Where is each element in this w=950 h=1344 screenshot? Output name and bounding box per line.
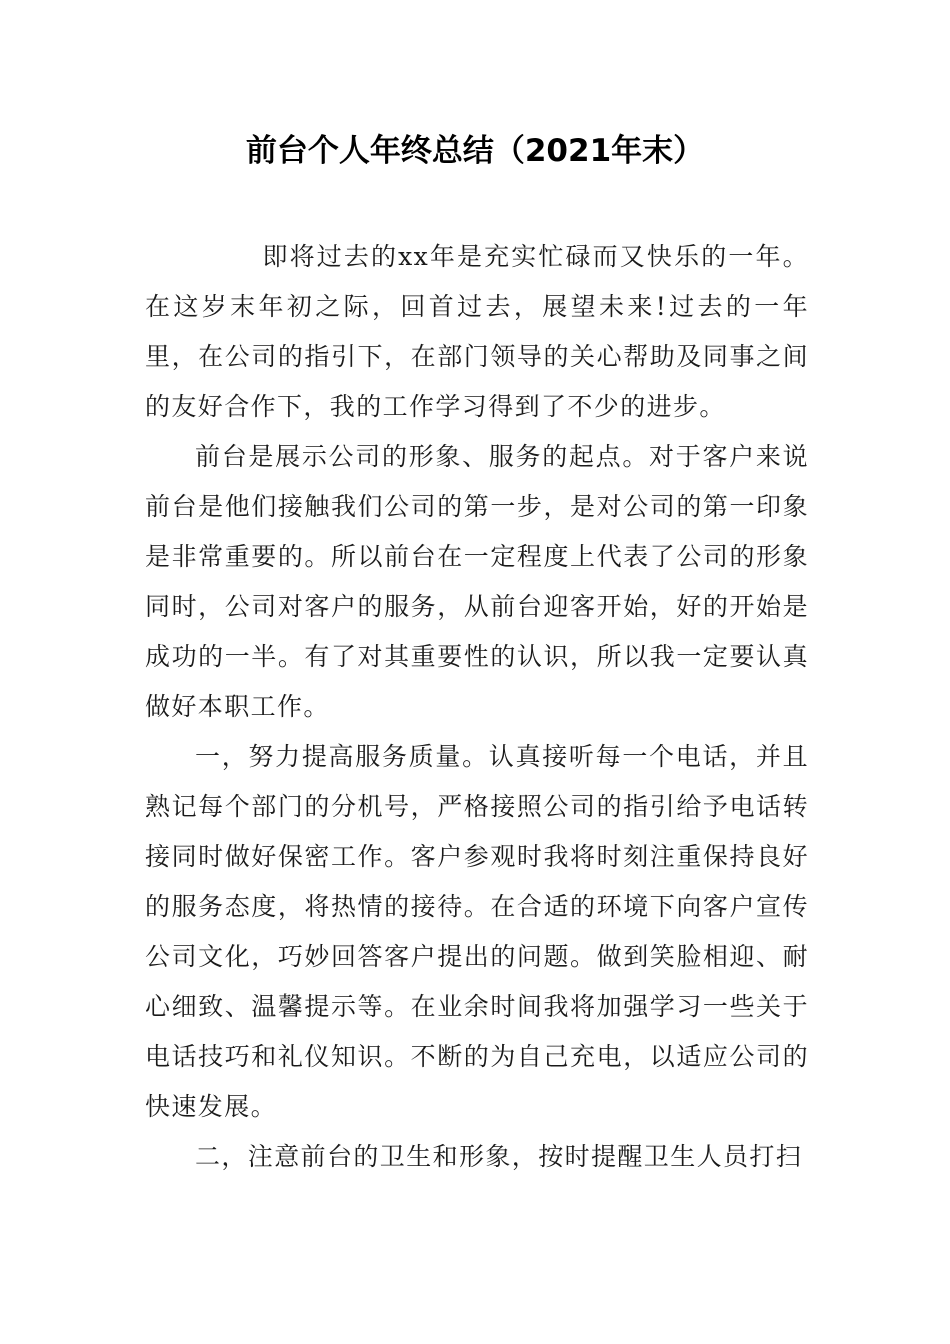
paragraph-service-quality: 一，努力提高服务质量。认真接听每一个电话，并且熟记每个部门的分机号，严格接照公司的指引给予电话转接同时做好保密工作。客户参观时我将时刻注重保持良好的服务态度，将热情的接待。在合适的环境下向客户宣传公司文化，巧妙回答客户提出的问题。做到笑脸相迎、耐心细致、温馨提示等。在业余时间我将加强学习一些关于电话技巧和礼仪知识。不断的为自己充电，以适应公司的快速发展。 (145, 742, 809, 1121)
paragraph-hygiene-image: 二，注意前台的卫生和形象，按时提醒卫生人员打扫 (195, 1142, 803, 1171)
document-body (145, 232, 809, 1182)
document-title: 前台个人年终总结（2021年末） (245, 133, 705, 169)
paragraph-front-desk-role: 前台是展示公司的形象、服务的起点。对于客户来说前台是他们接触我们公司的第一步，是对公司的第一印象是非常重要的。所以前台在一定程度上代表了公司的形象同时，公司对客户的服务，从前台迎客开始，好的开始是成功的一半。有了对其重要性的认识，所以我一定要认真做好本职工作。 (145, 442, 809, 721)
paragraph-intro: 即将过去的xx年是充实忙碌而又快乐的一年。在这岁末年初之际，回首过去，展望未来!过去的一年里，在公司的指引下，在部门领导的关心帮助及同事之间的友好合作下，我的工作学习得到了不少的进步。 (145, 242, 809, 421)
